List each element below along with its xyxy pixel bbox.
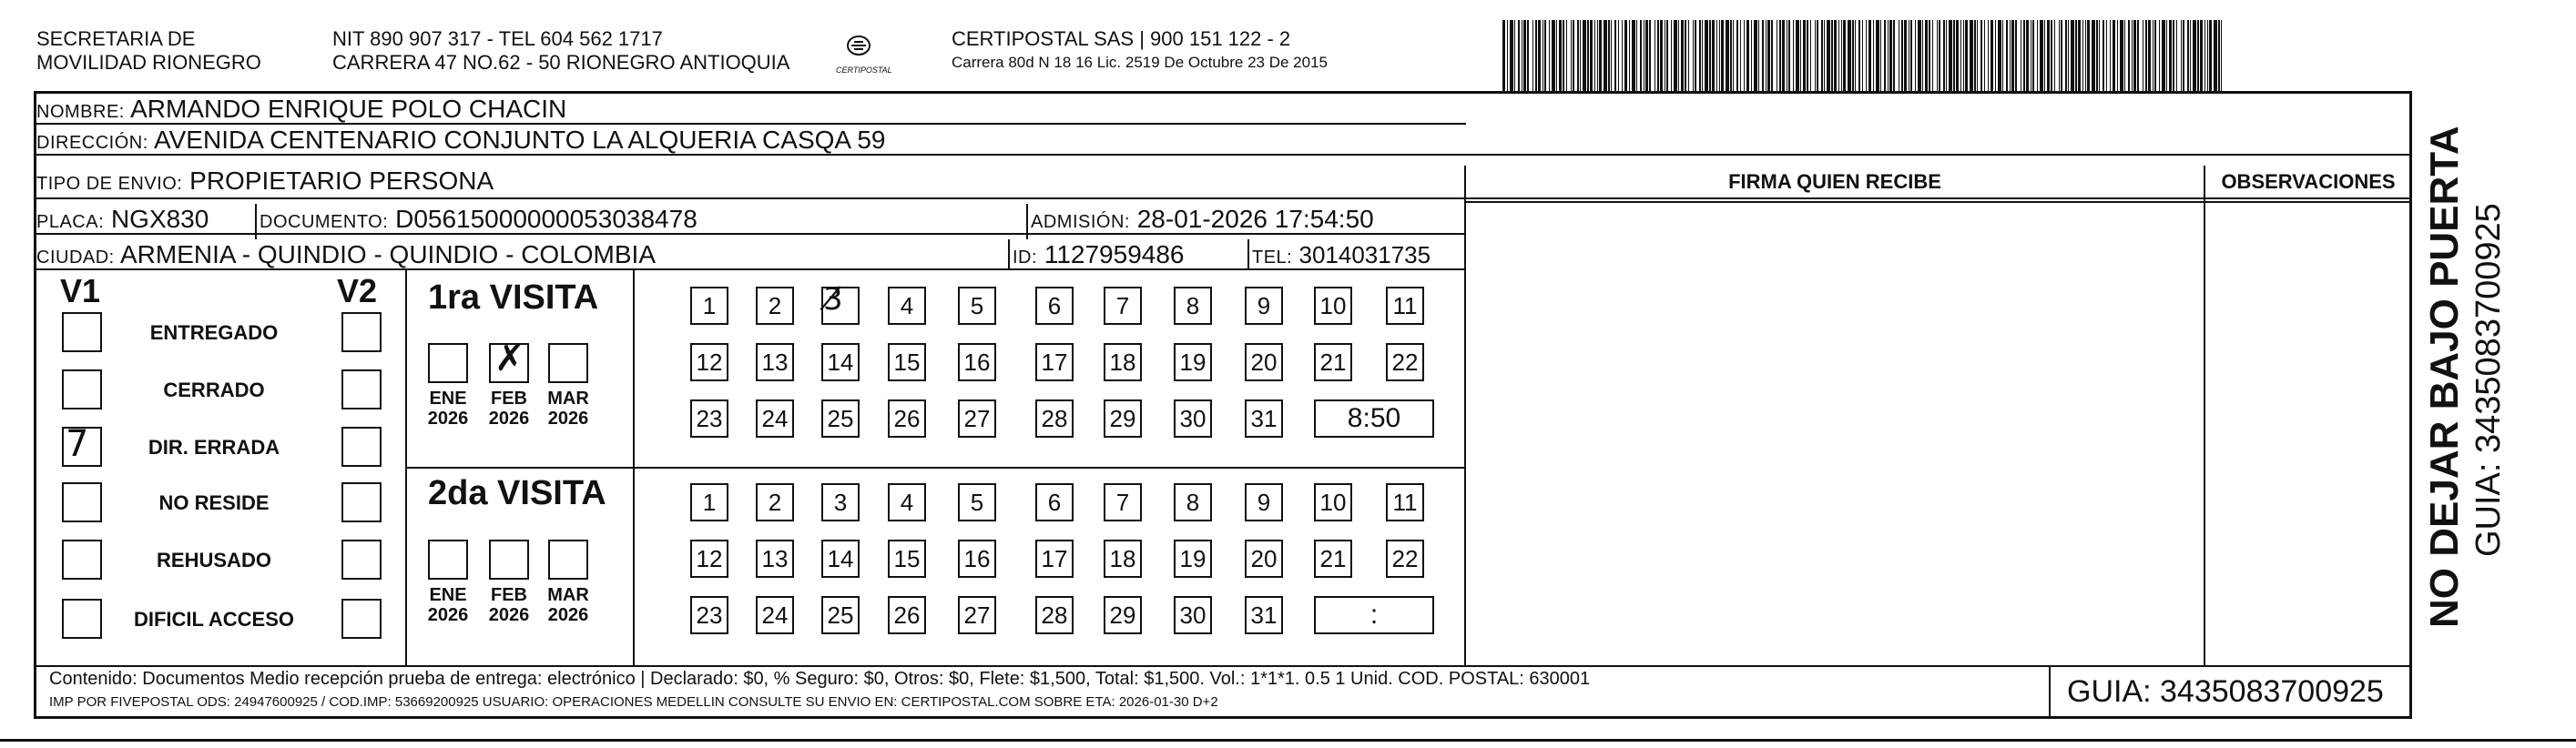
visit1-month-year: 2026 — [427, 409, 469, 429]
visit2-day-box[interactable]: 25 — [821, 596, 860, 634]
v2-checkbox[interactable] — [341, 369, 382, 409]
visit2-day-box[interactable]: 6 — [1035, 483, 1074, 521]
visit1-day-box[interactable]: 10 — [1314, 287, 1352, 325]
visit2-day-box[interactable]: 28 — [1035, 596, 1074, 634]
document-label: DOCUMENTO: — [260, 212, 389, 232]
v2-header: V2 — [337, 272, 378, 309]
visit1-day-box[interactable]: 28 — [1035, 399, 1074, 438]
signature-header: FIRMA QUIEN RECIBE — [1728, 170, 1941, 193]
visit2-day-box[interactable]: 13 — [756, 540, 794, 578]
visit1-month-label — [421, 389, 475, 429]
id-value: 1127959486 — [1044, 240, 1185, 268]
v1-header: V1 — [60, 272, 101, 309]
visit1-time-box[interactable]: 8:50 — [1314, 399, 1434, 438]
visit1-day-box[interactable]: 19 — [1174, 343, 1212, 381]
visit1-day-box[interactable]: 25 — [821, 399, 860, 438]
sender-name-line2: MOVILIDAD RIONEGRO — [36, 51, 261, 74]
visit2-day-box[interactable]: 14 — [821, 540, 860, 578]
visit1-day-box[interactable]: 24 — [756, 399, 794, 438]
v2-checkbox[interactable] — [341, 482, 382, 522]
side-guia: GUIA: 3435083700925 — [2469, 203, 2508, 557]
visit1-day-box[interactable]: 9 — [1245, 287, 1283, 325]
visit2-day-box[interactable]: 11 — [1386, 483, 1424, 521]
visit1-month-year: 2026 — [488, 409, 530, 429]
visit2-day-box[interactable]: 4 — [888, 483, 926, 521]
v2-checkbox[interactable] — [341, 540, 382, 580]
visit2-day-box[interactable]: 16 — [958, 540, 996, 578]
visit1-day-box[interactable]: 17 — [1035, 343, 1074, 381]
admission-label: ADMISIÓN: — [1031, 212, 1130, 232]
document-value: D05615000000053038478 — [395, 205, 697, 233]
visit2-day-box[interactable]: 23 — [690, 596, 728, 634]
visit2-day-box[interactable]: 1 — [690, 483, 728, 521]
side-warning: NO DEJAR BAJO PUERTA — [2422, 126, 2467, 628]
v1-checkbox[interactable] — [62, 369, 102, 409]
status-label: NO RESIDE — [158, 491, 270, 514]
tel-value: 3014031735 — [1298, 241, 1431, 268]
visit2-day-box[interactable]: 30 — [1174, 596, 1212, 634]
status-label: ENTREGADO — [149, 321, 279, 344]
visit1-day-mark: 3̸ — [823, 281, 843, 318]
visit2-day-box[interactable]: 15 — [888, 540, 926, 578]
visit2-month-name: MAR — [547, 585, 589, 605]
visit1-day-box[interactable]: 12 — [690, 343, 728, 381]
visit2-month-label — [482, 585, 536, 625]
visit2-day-box[interactable]: 19 — [1174, 540, 1212, 578]
visit1-month-year: 2026 — [547, 409, 589, 429]
sender-address: CARRERA 47 NO.62 - 50 RIONEGRO ANTIOQUIA — [332, 51, 790, 74]
visit2-day-box[interactable]: 17 — [1035, 540, 1074, 578]
visit1-day-box[interactable]: 11 — [1386, 287, 1424, 325]
visit1-month-checkbox[interactable] — [548, 343, 588, 383]
visit2-month-checkbox[interactable] — [428, 540, 468, 580]
visit1-month-label — [482, 389, 536, 429]
visit2-month-year: 2026 — [488, 605, 530, 625]
v2-checkbox[interactable] — [341, 312, 382, 352]
v2-checkbox[interactable] — [341, 599, 382, 639]
visit2-day-box[interactable]: 21 — [1314, 540, 1352, 578]
visit1-day-box[interactable]: 22 — [1386, 343, 1424, 381]
tel-field — [1252, 239, 1431, 273]
visit1-month-label — [541, 389, 596, 429]
visit2-month-name: ENE — [429, 585, 467, 605]
visit1-month-name: ENE — [429, 389, 467, 409]
visit1-day-box[interactable]: 26 — [888, 399, 926, 438]
visit1-day-box[interactable]: 6 — [1035, 287, 1074, 325]
status-label: DIFICIL ACCESO — [133, 608, 294, 631]
visit2-day-box[interactable]: 12 — [690, 540, 728, 578]
visit2-month-checkbox[interactable] — [489, 540, 529, 580]
delivery-form — [34, 91, 2412, 719]
courier-name: CERTIPOSTAL SAS | 900 151 122 - 2 — [952, 27, 1291, 50]
visit1-day-box[interactable]: 4 — [888, 287, 926, 325]
visit1-month-name: MAR — [547, 389, 589, 409]
sender-name-line1: SECRETARIA DE — [36, 27, 196, 50]
shipment-type: PROPIETARIO PERSONA — [189, 167, 494, 195]
tel-label: TEL: — [1252, 248, 1293, 268]
visit1-day-box[interactable]: 14 — [821, 343, 860, 381]
visit1-month-name: FEB — [491, 389, 527, 409]
document-field — [260, 204, 697, 238]
plate-label: PLACA: — [36, 212, 105, 232]
certipostal-logo-text: CERTIPOSTAL — [836, 66, 892, 75]
visit1-day-box[interactable]: 7 — [1104, 287, 1142, 325]
visit1-day-box[interactable]: 30 — [1174, 399, 1212, 438]
visit1-day-box[interactable]: 29 — [1104, 399, 1142, 438]
plate-value: NGX830 — [110, 205, 209, 233]
visit2-day-box[interactable]: 7 — [1104, 483, 1142, 521]
visit2-day-box[interactable]: 26 — [888, 596, 926, 634]
admission-value: 28-01-2026 17:54:50 — [1136, 205, 1374, 233]
visit2-day-box[interactable]: 10 — [1314, 483, 1352, 521]
visit2-month-label — [421, 585, 475, 625]
v1-checkbox[interactable] — [62, 482, 102, 522]
barcode-bar — [2221, 20, 2222, 91]
type-label: TIPO DE ENVIO: — [36, 174, 183, 194]
visit1-title: 1ra VISITA — [428, 278, 599, 317]
visit2-day-box[interactable]: 22 — [1386, 540, 1424, 578]
visit2-day-box[interactable]: 5 — [958, 483, 996, 521]
visit1-day-box[interactable]: 2 — [756, 287, 794, 325]
visit1-day-box[interactable]: 13 — [756, 343, 794, 381]
visit2-day-box[interactable]: 24 — [756, 596, 794, 634]
v1-checkbox[interactable] — [62, 312, 102, 352]
recipient-name: ARMANDO ENRIQUE POLO CHACIN — [130, 95, 567, 123]
observations-header: OBSERVACIONES — [2221, 170, 2396, 193]
visit1-day-box[interactable]: 31 — [1245, 399, 1283, 438]
city-value: ARMENIA - QUINDIO - QUINDIO - COLOMBIA — [119, 240, 657, 268]
footer-guia: GUIA: 3435083700925 — [2067, 674, 2384, 709]
v1-checkbox[interactable] — [62, 540, 102, 580]
address-row — [36, 125, 2409, 156]
courier-address: Carrera 80d N 18 16 Lic. 2519 De Octubre 23 De 2015 — [952, 54, 1328, 71]
visit2-day-box[interactable]: 27 — [958, 596, 996, 634]
visit1-day-box[interactable]: 8 — [1174, 287, 1212, 325]
visit1-day-box[interactable]: 1 — [690, 287, 728, 325]
visit1-day-box[interactable]: 21 — [1314, 343, 1352, 381]
footer-imp: IMP POR FIVEPOSTAL ODS: 24947600925 / COD.IMP: 53669200925 USUARIO: OPERACIONES MEDELLIN CONSULTE SU ENVIO EN: CERTIPOSTAL.COM SOBRE ETA: 2026-01-30 D+2 — [49, 694, 1218, 710]
address-label: DIRECCIÓN: — [36, 133, 148, 153]
visit2-day-box[interactable]: 29 — [1104, 596, 1142, 634]
city-label: CIUDAD: — [36, 248, 115, 268]
sender-nit: NIT 890 907 317 - TEL 604 562 1717 — [332, 27, 663, 50]
visit2-month-year: 2026 — [547, 605, 589, 625]
visit1-day-box[interactable]: 5 — [958, 287, 996, 325]
footer-content: Contenido: Documentos Medio recepción prueba de entrega: electrónico | Declarado: $0, % Seguro: $0, Otros: $0, Flete: $1,500, Total: $1,500. Vol.: 1*1*1. 0.5 1 Unid. COD. POSTAL: 630001 — [49, 669, 1591, 689]
visit1-day-box[interactable]: 20 — [1245, 343, 1283, 381]
recipient-address: AVENIDA CENTENARIO CONJUNTO LA ALQUERIA CASQA 59 — [154, 126, 886, 154]
visit2-time-box[interactable]: : — [1314, 596, 1434, 634]
visit2-month-checkbox[interactable] — [548, 540, 588, 580]
visit2-day-box[interactable]: 8 — [1174, 483, 1212, 521]
v1-check-mark: 7 — [66, 423, 89, 465]
visit2-month-label — [541, 585, 596, 625]
visit2-day-box[interactable]: 18 — [1104, 540, 1142, 578]
visit1-month-check-mark: ✗ — [494, 338, 525, 379]
visit1-day-box[interactable]: 18 — [1104, 343, 1142, 381]
barcode — [1502, 20, 2222, 91]
visit2-day-box[interactable]: 9 — [1245, 483, 1283, 521]
status-label: DIR. ERRADA — [148, 436, 280, 459]
visit1-day-box[interactable]: 27 — [958, 399, 996, 438]
visit2-month-year: 2026 — [427, 605, 469, 625]
status-label: REHUSADO — [157, 549, 271, 571]
visit2-day-box[interactable]: 31 — [1245, 596, 1283, 634]
visit2-month-name: FEB — [491, 585, 527, 605]
visit1-day-box[interactable]: 16 — [958, 343, 996, 381]
type-row — [36, 166, 1466, 197]
visit1-day-box[interactable]: 23 — [690, 399, 728, 438]
admission-field — [1031, 204, 1374, 238]
visit2-day-box[interactable]: 20 — [1245, 540, 1283, 578]
status-label: CERRADO — [163, 379, 265, 401]
id-field — [1013, 239, 1185, 273]
id-label: ID: — [1013, 248, 1038, 268]
visit2-day-box[interactable]: 3 — [821, 483, 860, 521]
visit2-title: 2da VISITA — [428, 474, 606, 512]
visit1-day-box[interactable]: 15 — [888, 343, 926, 381]
visit2-day-box[interactable]: 2 — [756, 483, 794, 521]
name-row — [36, 94, 1466, 125]
v2-checkbox[interactable] — [341, 427, 382, 467]
name-label: NOMBRE: — [36, 102, 125, 122]
v1-checkbox[interactable] — [62, 599, 102, 639]
visit1-month-checkbox[interactable] — [428, 343, 468, 383]
